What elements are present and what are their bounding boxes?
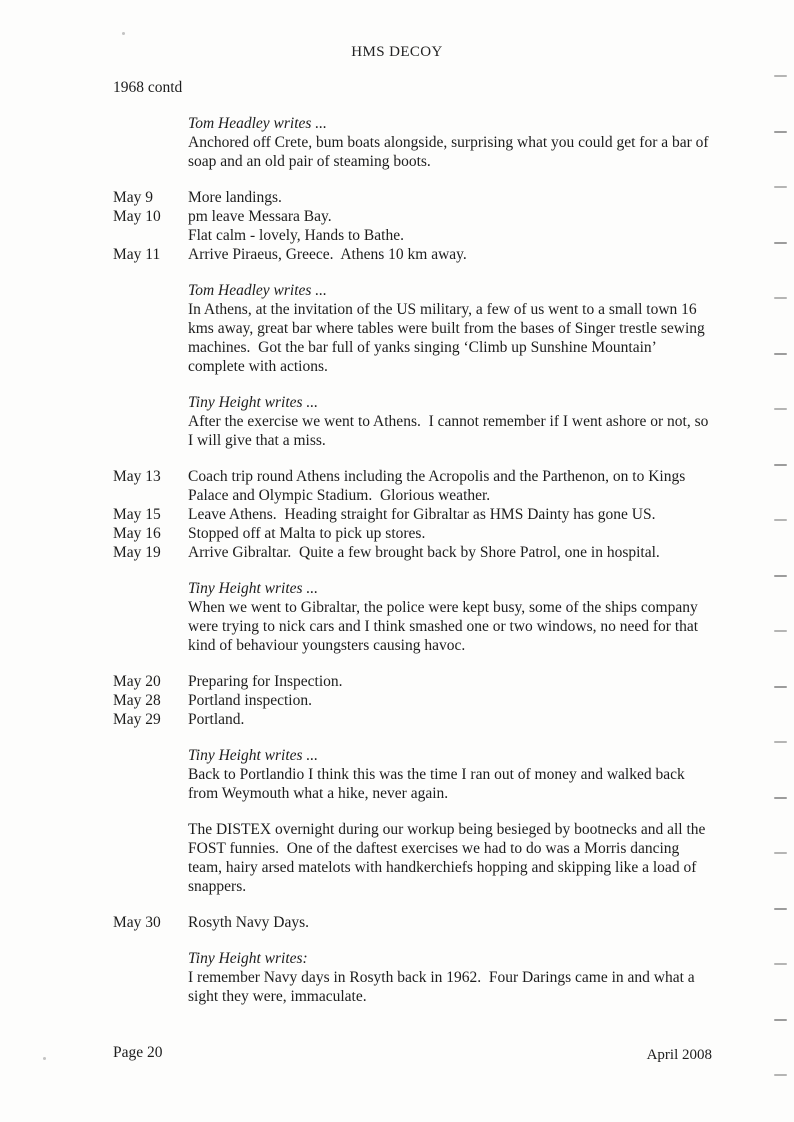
entry-text: Flat calm - lovely, Hands to Bathe.: [188, 227, 404, 244]
entry-date: May 28: [113, 692, 161, 709]
log-entry-row: [113, 524, 717, 543]
quote-block: [188, 281, 715, 376]
log-entry-row: [113, 245, 717, 264]
entry-date: May 9: [113, 189, 154, 206]
entry-text: Arrive Piraeus, Greece. Athens 10 km away.: [188, 246, 467, 263]
scan-dash-mark: [774, 741, 787, 743]
log-entry-group: [113, 913, 717, 932]
entry-date: May 13: [113, 468, 161, 485]
scan-dash-mark: [774, 519, 787, 521]
quote-attribution: Tom Headley writes ...: [188, 115, 327, 132]
page-number: Page 20: [113, 1044, 163, 1061]
scan-dash-mark: [774, 963, 787, 965]
scan-dash-mark: [774, 908, 787, 910]
log-entry-row: [113, 188, 717, 207]
quote-block: [188, 746, 715, 803]
log-entry-row: [113, 691, 717, 710]
log-entry-group: [113, 672, 717, 729]
quote-attribution: Tiny Height writes:: [188, 950, 308, 967]
entry-text: Stopped off at Malta to pick up stores.: [188, 525, 426, 542]
log-entry-group: [113, 467, 717, 562]
scan-dash-mark: [774, 575, 787, 577]
log-entry-row: [113, 710, 717, 729]
entry-date: May 11: [113, 246, 161, 263]
scan-dash-mark: [774, 686, 787, 688]
log-entry-group: [113, 188, 717, 264]
scan-dash-mark: [774, 1074, 787, 1076]
quote-attribution: Tiny Height writes ...: [188, 580, 319, 597]
entry-text: Arrive Gibraltar. Quite a few brought back by Shore Patrol, one in hospital.: [188, 544, 660, 561]
quote-attribution: Tiny Height writes ...: [188, 747, 319, 764]
paragraph-text: I remember Navy days in Rosyth back in 1962. Four Darings came in and what a sight they were, immaculate.: [188, 969, 699, 1005]
entry-text: Portland inspection.: [188, 692, 312, 709]
paragraph-text: The DISTEX overnight during our workup being besieged by bootnecks and all the FOST funnies. One of the daftest exercises we had to do was a Morris dancing team, hairy arsed matelots with handkerchiefs hopping and skipping like a load of snappers.: [188, 821, 710, 895]
quote-attribution: Tiny Height writes ...: [188, 394, 319, 411]
scan-dash-mark: [774, 131, 787, 133]
document-body: [113, 74, 717, 1006]
entry-date: May 30: [113, 914, 161, 931]
paragraph-text: In Athens, at the invitation of the US military, a few of us went to a small town 16 kms away, great bar where tables were built from the bases of Singer trestle sewing machines. Got the bar full of yanks singing ‘Climb up Sunshine Mountain’ complete with actions.: [188, 301, 709, 375]
scan-dash-mark: [774, 408, 787, 410]
scan-speck: [122, 32, 125, 35]
paragraph-block: [188, 820, 715, 896]
entry-text: More landings.: [188, 189, 282, 206]
entry-text: Coach trip round Athens including the Acropolis and the Parthenon, on to Kings Palace and Olympic Stadium. Glorious weather.: [188, 468, 690, 504]
entry-date: May 16: [113, 525, 161, 542]
scan-dash-mark: [774, 630, 787, 632]
entry-text: Portland.: [188, 711, 245, 728]
log-entry-row: [113, 467, 717, 505]
log-entry-row: [113, 913, 717, 932]
scan-dash-mark: [774, 186, 787, 188]
scan-dash-mark: [774, 1019, 787, 1021]
quote-block: [188, 114, 715, 171]
scan-dash-mark: [774, 297, 787, 299]
entry-date: May 19: [113, 544, 161, 561]
quote-attribution: Tom Headley writes ...: [188, 282, 327, 299]
log-entry-row: [113, 207, 717, 226]
entry-date: May 10: [113, 208, 161, 225]
page-header-title: HMS DECOY: [351, 44, 443, 60]
log-entry-row: [113, 226, 717, 245]
log-entry-row: [113, 672, 717, 691]
entry-date: May 15: [113, 506, 161, 523]
scan-dash-mark: [774, 797, 787, 799]
scan-dash-mark: [774, 464, 787, 466]
issue-date: April 2008: [646, 1047, 712, 1063]
scan-speck: [43, 1057, 46, 1060]
quote-block: [188, 393, 715, 450]
log-entry-row: [113, 505, 717, 524]
entry-date: [113, 226, 188, 245]
scan-dash-mark: [774, 75, 787, 77]
entry-text: Preparing for Inspection.: [188, 673, 343, 690]
paragraph-text: After the exercise we went to Athens. I cannot remember if I went ashore or not, so I will give that a miss.: [188, 413, 713, 449]
paragraph-text: Anchored off Crete, bum boats alongside, surprising what you could get for a bar of soap and an old pair of steaming boots.: [188, 134, 713, 170]
scan-dash-mark: [774, 353, 787, 355]
log-entry-row: [113, 543, 717, 562]
entry-text: pm leave Messara Bay.: [188, 208, 332, 225]
quote-block: [188, 949, 715, 1006]
entry-text: Rosyth Navy Days.: [188, 914, 309, 931]
year-heading: 1968 contd: [113, 79, 183, 96]
paragraph-text: When we went to Gibraltar, the police were kept busy, some of the ships company were trying to nick cars and I think smashed one or two windows, no need for that kind of behaviour youngsters causing havoc.: [188, 599, 702, 654]
entry-text: Leave Athens. Heading straight for Gibraltar as HMS Dainty has gone US.: [188, 506, 656, 523]
scan-dash-mark: [774, 852, 787, 854]
quote-block: [188, 579, 715, 655]
entry-date: May 29: [113, 711, 161, 728]
entry-date: May 20: [113, 673, 161, 690]
paragraph-text: Back to Portlandio I think this was the time I ran out of money and walked back from Weymouth what a hike, never again.: [188, 766, 689, 802]
scan-dash-mark: [774, 242, 787, 244]
